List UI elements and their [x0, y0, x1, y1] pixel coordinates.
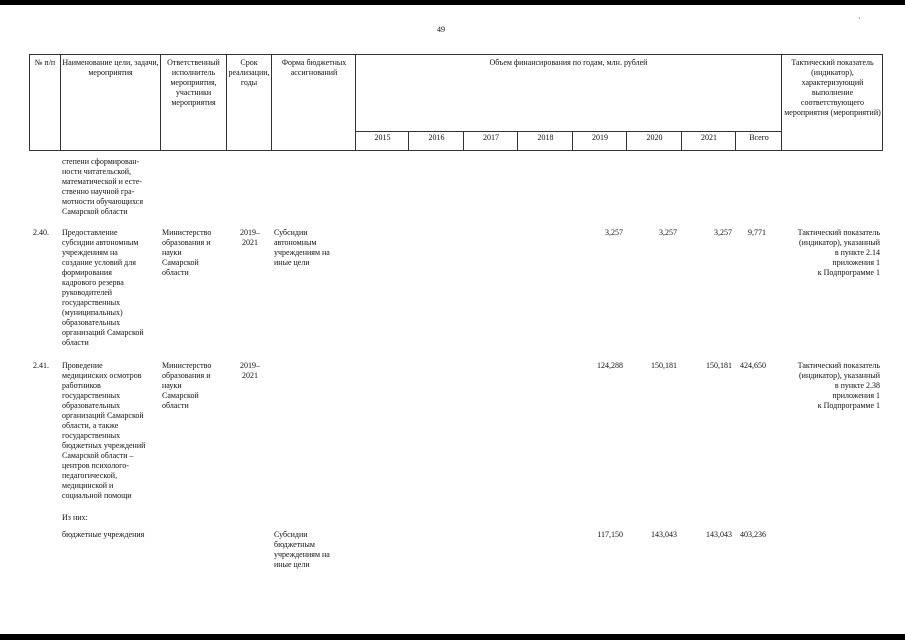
value-2019: 124,288 [597, 361, 623, 370]
text-line: Субсидии [274, 228, 308, 237]
text-line: субсидии автономным [62, 238, 139, 247]
text-line: в пункте 2.14 [834, 248, 880, 257]
col-line [60, 54, 61, 151]
text-line: образования и [162, 371, 211, 380]
text-line: Самарской [162, 391, 199, 400]
text-line: социальной помощи [62, 491, 132, 500]
row-responsible [162, 361, 228, 411]
value-2020: 150,181 [651, 361, 677, 370]
text-line: иные цели [274, 560, 310, 569]
text-line: приложения 1 [832, 258, 880, 267]
bottom-border [0, 634, 905, 640]
text-line: степени сформирован- [62, 157, 140, 166]
row-number: 2.41. [33, 361, 49, 370]
text-line: педагогической, [62, 471, 118, 480]
text-line: автономным [274, 238, 317, 247]
text-line: области [162, 401, 189, 410]
text-line: медицинских осмотров [62, 371, 142, 380]
header-volume: Объем финансирования по годам, млн. рублей [489, 58, 648, 67]
header-responsible: Ответственный исполнитель мероприятия, участники мероприятия [167, 58, 220, 107]
text-line: учреждениям на [274, 248, 330, 257]
text-line: (индикатор), указанный [799, 371, 880, 380]
header-num: № п/п [34, 58, 56, 67]
header-form: Форма бюджетных ассигнований [281, 58, 347, 77]
row-indicator [770, 361, 880, 411]
text-line: (индикатор), указанный [799, 238, 880, 247]
text-line: медицинской и [62, 481, 114, 490]
text-line: Субсидии [274, 530, 308, 539]
text-line: в пункте 2.38 [834, 381, 880, 390]
text-line: организаций Самарской [62, 411, 144, 420]
text-line: науки [162, 248, 182, 257]
value-total: 9,771 [748, 228, 766, 237]
text-line: ственно научной гра- [62, 187, 135, 196]
value-2019: 117,150 [597, 530, 623, 539]
top-border [0, 0, 905, 5]
text-line: учреждениям на [62, 248, 118, 257]
text-line: мотности обучающихся [62, 197, 144, 206]
text-line: бюджетным [274, 540, 315, 549]
text-line: области [162, 268, 189, 277]
text-line: Предоставление [62, 228, 118, 237]
row-responsible [162, 228, 228, 278]
row-form [274, 228, 356, 268]
text-line: 2019– [240, 228, 260, 237]
text-line: Самарской области – [62, 451, 134, 460]
col-line [29, 54, 30, 151]
text-line: к Подпрограмме 1 [817, 401, 880, 410]
year-2020: 2020 [646, 133, 663, 142]
page-number: 49 [437, 25, 445, 34]
year-2019: 2019 [592, 133, 608, 142]
text-line: приложения 1 [832, 391, 880, 400]
col-line [882, 54, 883, 151]
value-2020: 143,043 [651, 530, 677, 539]
text-line: государственных [62, 298, 121, 307]
text-line: математической и есте- [62, 177, 142, 186]
year-2016: 2016 [428, 133, 445, 142]
text-line: Тактический показатель [797, 361, 880, 370]
text-line: Министерство [162, 228, 212, 237]
text-line: 2019– [240, 361, 260, 370]
value-2021: 3,257 [714, 228, 732, 237]
sub-row-form [274, 530, 356, 570]
text-line: Проведение [62, 361, 103, 370]
value-2021: 150,181 [706, 361, 732, 370]
text-line: (муниципальных) [62, 308, 123, 317]
year-2018: 2018 [537, 133, 554, 142]
of-them-label: Из них: [62, 513, 88, 522]
value-total: 424,650 [740, 361, 766, 370]
row-name [62, 228, 162, 348]
header-term: Срок реализации, годы [228, 58, 270, 87]
text-line: кадрового резерва [62, 278, 124, 287]
header-top-line [29, 54, 883, 55]
row-term [228, 361, 272, 381]
text-line: 2021 [242, 371, 258, 380]
value-2019: 3,257 [605, 228, 623, 237]
row-name [62, 361, 162, 501]
text-line: Тактический показатель [797, 228, 880, 237]
text-line: создание условий для [62, 258, 136, 267]
header-name: Наименование цели, задачи, мероприятия [62, 58, 159, 77]
text-line: организаций Самарской [62, 328, 144, 337]
row-number: 2.40. [33, 228, 49, 237]
value-total: 403,236 [740, 530, 766, 539]
text-line: бюджетных учреждений [62, 441, 146, 450]
text-line: работников [62, 381, 101, 390]
text-line: учреждениям на [274, 550, 330, 559]
col-line [160, 54, 161, 151]
text-line: Самарской области [62, 207, 128, 216]
header-indicator: Тактический показатель (индикатор), характеризующий выполнение соответствующего мероприятия (мероприятий) [784, 58, 881, 117]
year-2015: 2015 [374, 133, 391, 142]
value-2021: 143,043 [706, 530, 732, 539]
text-line: образовательных [62, 401, 121, 410]
text-line: формирования [62, 268, 112, 277]
year-total: Всего [749, 133, 769, 142]
year-2021: 2021 [701, 133, 717, 142]
sub-row-name: бюджетные учреждения [62, 530, 145, 539]
text-line: руководителей [62, 288, 113, 297]
years-separator-line [355, 131, 781, 132]
text-line: иные цели [274, 258, 310, 267]
row-term [228, 228, 272, 248]
text-line: к Подпрограмме 1 [817, 268, 880, 277]
text-line: области [62, 338, 89, 347]
text-line: области, а также [62, 421, 119, 430]
text-line: ности читательской, [62, 167, 132, 176]
text-line: Самарской [162, 258, 199, 267]
continuation-text [62, 157, 162, 217]
year-2017: 2017 [483, 133, 499, 142]
text-line: центров психолого- [62, 461, 129, 470]
text-line: государственных [62, 431, 121, 440]
text-line: Министерство [162, 361, 212, 370]
text-line: 2021 [242, 238, 258, 247]
value-2020: 3,257 [659, 228, 677, 237]
text-line: образования и [162, 238, 211, 247]
text-line: науки [162, 381, 182, 390]
header-bottom-line [29, 150, 883, 151]
text-line: государственных [62, 391, 121, 400]
col-line [271, 54, 272, 151]
text-line: образовательных [62, 318, 121, 327]
scan-speck: · [858, 14, 861, 23]
row-indicator [770, 228, 880, 278]
